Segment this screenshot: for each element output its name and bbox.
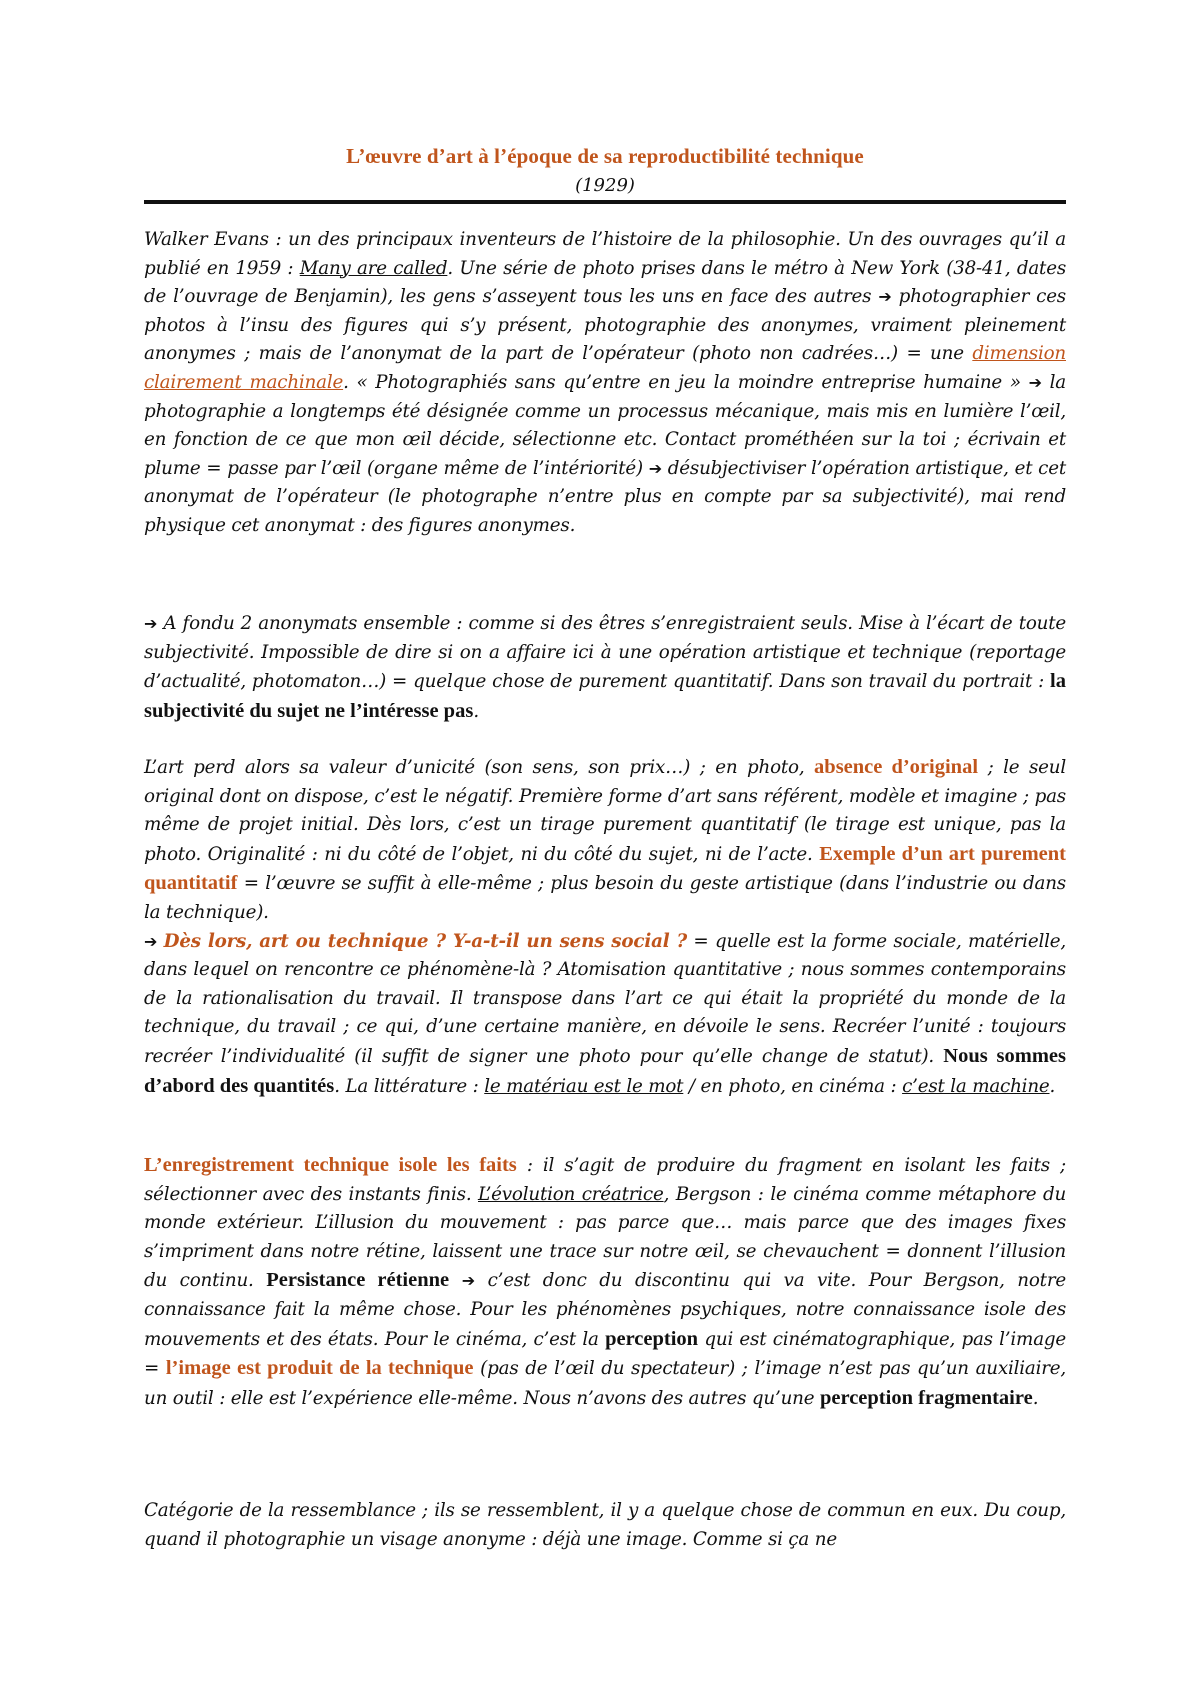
text-run: . bbox=[1049, 1075, 1056, 1097]
text-run: = quelle est la forme sociale, matérielle, dans lequel on rencontre ce phénomène-là ? Atomisation quantitative ; nous sommes contemporains de la rationalisation du travail. Il transpose dans l’art ce qui était la propriété du monde de la technique, du travail ; ce qui, d’une certaine manière, en dévoile le sens. Recréer l’unité : toujours recréer l’individualité (il suffit de signer une photo pour qu’elle change de statut). bbox=[144, 930, 1066, 1067]
paragraph-ressemblance bbox=[144, 1497, 1066, 1554]
orange-question: Dès lors, art ou technique ? Y-a-t-il un sens social ? bbox=[163, 930, 687, 952]
text-run: désubjectiviser l’opération artistique, et cet anonymat de l’opérateur (le photographe n’entre plus en compte par sa subjectivité), mai rend physique cet anonymat : des figures anonymes. bbox=[144, 457, 1066, 536]
arrow-icon: ➔ bbox=[878, 287, 892, 307]
bold-phrase: perception bbox=[605, 1327, 699, 1350]
text-run: L’art perd alors sa valeur d’unicité (son sens, son prix…) ; en photo, bbox=[144, 757, 815, 778]
text-run: . Une série de photo prises dans le métro à New York (38-41, dates de l’ouvrage de Benjamin), les gens s’asseyent tous les uns en face des autres bbox=[144, 257, 1067, 308]
text-run: . « Photographiés sans qu’entre en jeu la moindre entreprise humaine » bbox=[343, 371, 1029, 393]
text-run: . La littérature : bbox=[334, 1075, 485, 1097]
underlined-phrase: c’est la machine bbox=[902, 1075, 1050, 1097]
text-run: c’est donc du discontinu qui va vite. Pour Bergson, notre connaissance fait la même chose. Pour les phénomènes psychiques, notre connaissance isole des mouvements et des états. Pour le cinéma, c’est la bbox=[144, 1270, 1066, 1350]
text-run: ; le seul original dont on dispose, c’est le négatif. Première forme d’art sans référent, modèle et imagine ; pas même de projet initial. Dès lors, c’est un tirage purement quantitatif (le tirage est unique, pas la photo. Originalité : ni du côté de l’objet, ni du côté du sujet, ni de l’acte. bbox=[144, 757, 1066, 865]
document-title: L’œuvre d’art à l’époque de sa reproductibilité technique bbox=[346, 144, 864, 168]
text-run: photographier ces photos à l’insu des figures qui s’y présent, photographie des anonymes, vraiment pleinement anonymes ; mais de l’anonymat de la part de l’opérateur (photo non cadrées…) = une bbox=[144, 286, 1066, 365]
arrow-icon: ➔ bbox=[1028, 372, 1042, 392]
text-run: , Bergson : le cinéma comme métaphore du monde extérieur. L’illusion du mouvement : pas parce que… mais parce que des images fixes s’impriment dans notre rétine, laissent une trace sur notre œil, se chevauchent = donnent l’illusion du continu. bbox=[144, 1183, 1067, 1292]
text-run: A fondu 2 anonymats ensemble : comme si des êtres s’enregistraient seuls. Mise à l’écart de toute subjectivité. Impossible de dire si on a affaire ici à une opération artistique et technique (reportage d’actualité, photomaton…) = quelque chose de purement quantitatif. Dans son travail du portrait : bbox=[144, 613, 1066, 693]
underlined-phrase: le matériau est le mot bbox=[484, 1075, 684, 1097]
bold-orange-phrase: L’enregistrement technique isole les faits bbox=[144, 1154, 517, 1176]
bold-phrase: Persistance rétienne bbox=[266, 1269, 450, 1292]
arrow-icon: ➔ bbox=[461, 1271, 475, 1291]
book-title: L’évolution créatrice bbox=[478, 1183, 664, 1205]
text-run: qui est cinématographique, pas l’image = bbox=[144, 1328, 1067, 1380]
text-run: = l’œuvre se suffit à elle-même ; plus besoin du geste artistique (dans l’industrie ou dans la technique). bbox=[144, 873, 1066, 923]
text-run: . bbox=[1032, 1387, 1039, 1409]
text-run: Walker Evans : un des principaux inventeurs de l’histoire de la philosophie. Un des ouvrages qu’il a publié en 1959 : bbox=[144, 229, 1066, 279]
text-run: . bbox=[473, 700, 479, 722]
hyperlink-dimension-machinale[interactable]: dimension clairement machinale bbox=[144, 343, 1066, 393]
bold-orange-phrase: Exemple d’un art purement quantitatif bbox=[144, 842, 1066, 895]
title-divider bbox=[144, 200, 1066, 204]
book-title: Many are called bbox=[299, 257, 448, 279]
bold-phrase: perception fragmentaire bbox=[819, 1386, 1033, 1409]
paragraph-anonymats bbox=[144, 610, 1066, 726]
bold-orange-phrase: l’image est produit de la technique bbox=[165, 1357, 474, 1380]
text-run: / en photo, en cinéma : bbox=[683, 1075, 903, 1097]
document-year: (1929) bbox=[575, 175, 635, 196]
arrow-icon: ➔ bbox=[648, 458, 662, 478]
arrow-icon: ➔ bbox=[144, 931, 158, 951]
arrow-icon: ➔ bbox=[144, 614, 158, 633]
text-run: : il s’agit de produire du fragment en isolant les faits ; sélectionner avec des instants finis. bbox=[144, 1155, 1066, 1205]
text-run: (pas de l’œil du spectateur) ; l’image n’est pas qu’un auxiliaire, un outil : elle est l’expérience elle-même. Nous n’avons des autres qu’une bbox=[144, 1358, 1067, 1409]
document-page bbox=[144, 0, 1066, 1698]
bold-phrase: Nous sommes d’abord des quantités bbox=[144, 1044, 1066, 1097]
paragraph-unicite bbox=[144, 753, 1066, 1101]
paragraph-enregistrement bbox=[144, 1151, 1066, 1413]
paragraph-walker-evans bbox=[144, 226, 1066, 541]
bold-orange-phrase: absence d’original bbox=[814, 756, 979, 778]
text-run: Catégorie de la ressemblance ; ils se ressemblent, il y a quelque chose de commun en eux. Du coup, quand il photographie un visage anonyme : déjà une image. Comme si ça ne bbox=[144, 1500, 1066, 1550]
text-run: la photographie a longtemps été désignée comme un processus mécanique, mais mis en lumière l’œil, en fonction de ce que mon œil décide, sélectionne etc. Contact prométhéen sur la toi ; écrivain et plume = passe par l’œil (organe même de l’intériorité) bbox=[144, 371, 1066, 479]
bold-phrase: la subjectivité du sujet ne l’intéresse pas bbox=[144, 670, 1066, 722]
